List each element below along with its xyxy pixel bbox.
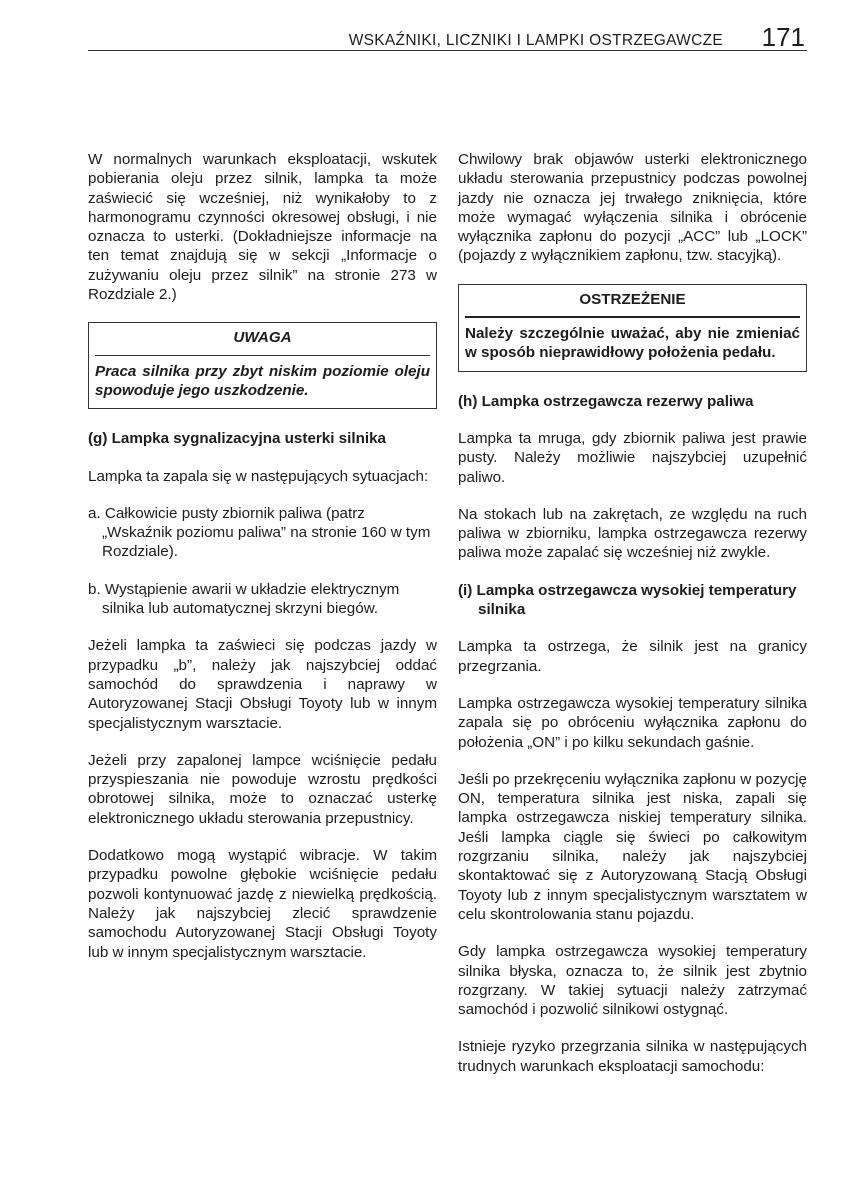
- paragraph: Na stokach lub na zakrętach, ze względu na ruch paliwa w zbiorniku, lampka ostrzegawcza rezerwy paliwa może zapalać się wcześniej niż zwykle.: [458, 505, 807, 562]
- paragraph: Lampka ostrzegawcza wysokiej temperatury silnika zapala się po obróceniu wyłącznika zapłonu do położenia „ON” i po kilku sekundach gaśnie.: [458, 694, 807, 751]
- list-item-a: a. Całkowicie pusty zbiornik paliwa (patrz „Wskaźnik poziomu paliwa” na stronie 160 w tym Rozdziale).: [88, 504, 431, 561]
- notice-text: Praca silnika przy zbyt niskim poziomie oleju spowoduje jego uszkodzenie.: [95, 362, 430, 399]
- left-column: [88, 150, 437, 980]
- paragraph: Gdy lampka ostrzegawcza wysokiej temperatury silnika błyska, oznacza to, że silnik jest zbytnio rozgrzany. W takiej sytuacji należy zatrzymać samochód i pozwolić silnikowi ostygnąć.: [458, 943, 807, 1019]
- paragraph: Istnieje ryzyko przegrzania silnika w następujących trudnych warunkach eksploatacji samochodu:: [458, 1038, 807, 1075]
- paragraph: Lampka ta mruga, gdy zbiornik paliwa jest prawie pusty. Należy możliwie najszybciej uzupełnić paliwo.: [458, 429, 807, 486]
- section-title: WSKAŹNIKI, LICZNIKI I LAMPKI OSTRZEGAWCZE: [348, 32, 723, 49]
- heading-fuel-reserve-lamp: (h) Lampka ostrzegawcza rezerwy paliwa: [458, 392, 754, 410]
- list-item-b: b. Wystąpienie awarii w układzie elektrycznym silnika lub automatycznej skrzyni biegów.: [88, 580, 400, 618]
- warning-title: OSTRZEŻENIE: [579, 290, 686, 308]
- paragraph: Jeżeli przy zapalonej lampce wciśnięcie pedału przyspieszania nie powoduje wzrostu prędkości obrotowej silnika, może to oznaczać usterkę elektronicznego układu sterowania przepustnicy.: [88, 751, 437, 827]
- paragraph: Lampka ta zapala się w następujących sytuacjach:: [88, 467, 429, 485]
- oil-consumption-paragraph: W normalnych warunkach eksploatacji, wskutek pobierania oleju przez silnik, lampka ta może zaświecić się wcześniej, niż wynikałoby to z harmonogramu czynności okresowej obsługi, i nie oznacza to usterki. (Dokładniejsze informacje na ten temat znajdują się w sekcji „Informacje o zużywaniu oleju przez silnik” na stronie 273 w Rozdziale 2.): [88, 151, 437, 304]
- warning-box: [458, 284, 807, 372]
- heading-engine-malfunction-lamp: (g) Lampka sygnalizacyjna usterki silnika: [88, 430, 386, 448]
- warning-text: Należy szczególnie uważać, aby nie zmieniać w sposób nieprawidłowy położenia pedału.: [465, 325, 800, 362]
- notice-box: [88, 322, 437, 409]
- page-number: 171: [761, 22, 805, 52]
- notice-title: UWAGA: [233, 329, 292, 347]
- header-divider: [88, 50, 807, 51]
- throttle-paragraph: Chwilowy brak objawów usterki elektronicznego układu sterowania przepustnicy podczas powolnej jazdy nie oznacza jej trwałego zniknięcia, które może wymagać wyłączenia silnika i obrócenie wyłącznika zapłonu do pozycji „ACC” lub „LOCK” (pojazdy z wyłącznikiem zapłonu, tzw. stacyjką).: [458, 151, 807, 265]
- heading-high-temp-lamp: (i) Lampka ostrzegawcza wysokiej temperatury silnika: [458, 581, 797, 619]
- paragraph: Jeśli po przekręceniu wyłącznika zapłonu w pozycję ON, temperatura silnika jest niska, zapali się lampka ostrzegawcza niskiej temperatury silnika. Jeśli lampka ciągle się świeci po całkowitym rozgrzaniu silnika, należy jak najszybciej skontaktować się z Autoryzowaną Stacją Obsługi Toyoty lub z innym specjalistycznym warsztatem w celu skontrolowania stanu pojazdu.: [458, 770, 807, 923]
- paragraph: Lampka ta ostrzega, że silnik jest na granicy przegrzania.: [458, 638, 807, 675]
- paragraph: Jeżeli lampka ta zaświeci się podczas jazdy w przypadku „b”, należy jak najszybciej oddać samochód do sprawdzenia i naprawy w Autoryzowanej Stacji Obsługi Toyoty lub w innym specjalistycznym warsztacie.: [88, 637, 437, 732]
- right-column: [458, 150, 807, 1094]
- paragraph: Dodatkowo mogą wystąpić wibracje. W takim przypadku powolne głębokie wciśnięcie pedału pozwoli kontynuować jazdę z niewielką prędkością. Należy jak najszybciej zlecić sprawdzenie samochodu Autoryzowanej Stacji Obsługi Toyoty lub w innym specjalistycznym warsztacie.: [88, 847, 437, 961]
